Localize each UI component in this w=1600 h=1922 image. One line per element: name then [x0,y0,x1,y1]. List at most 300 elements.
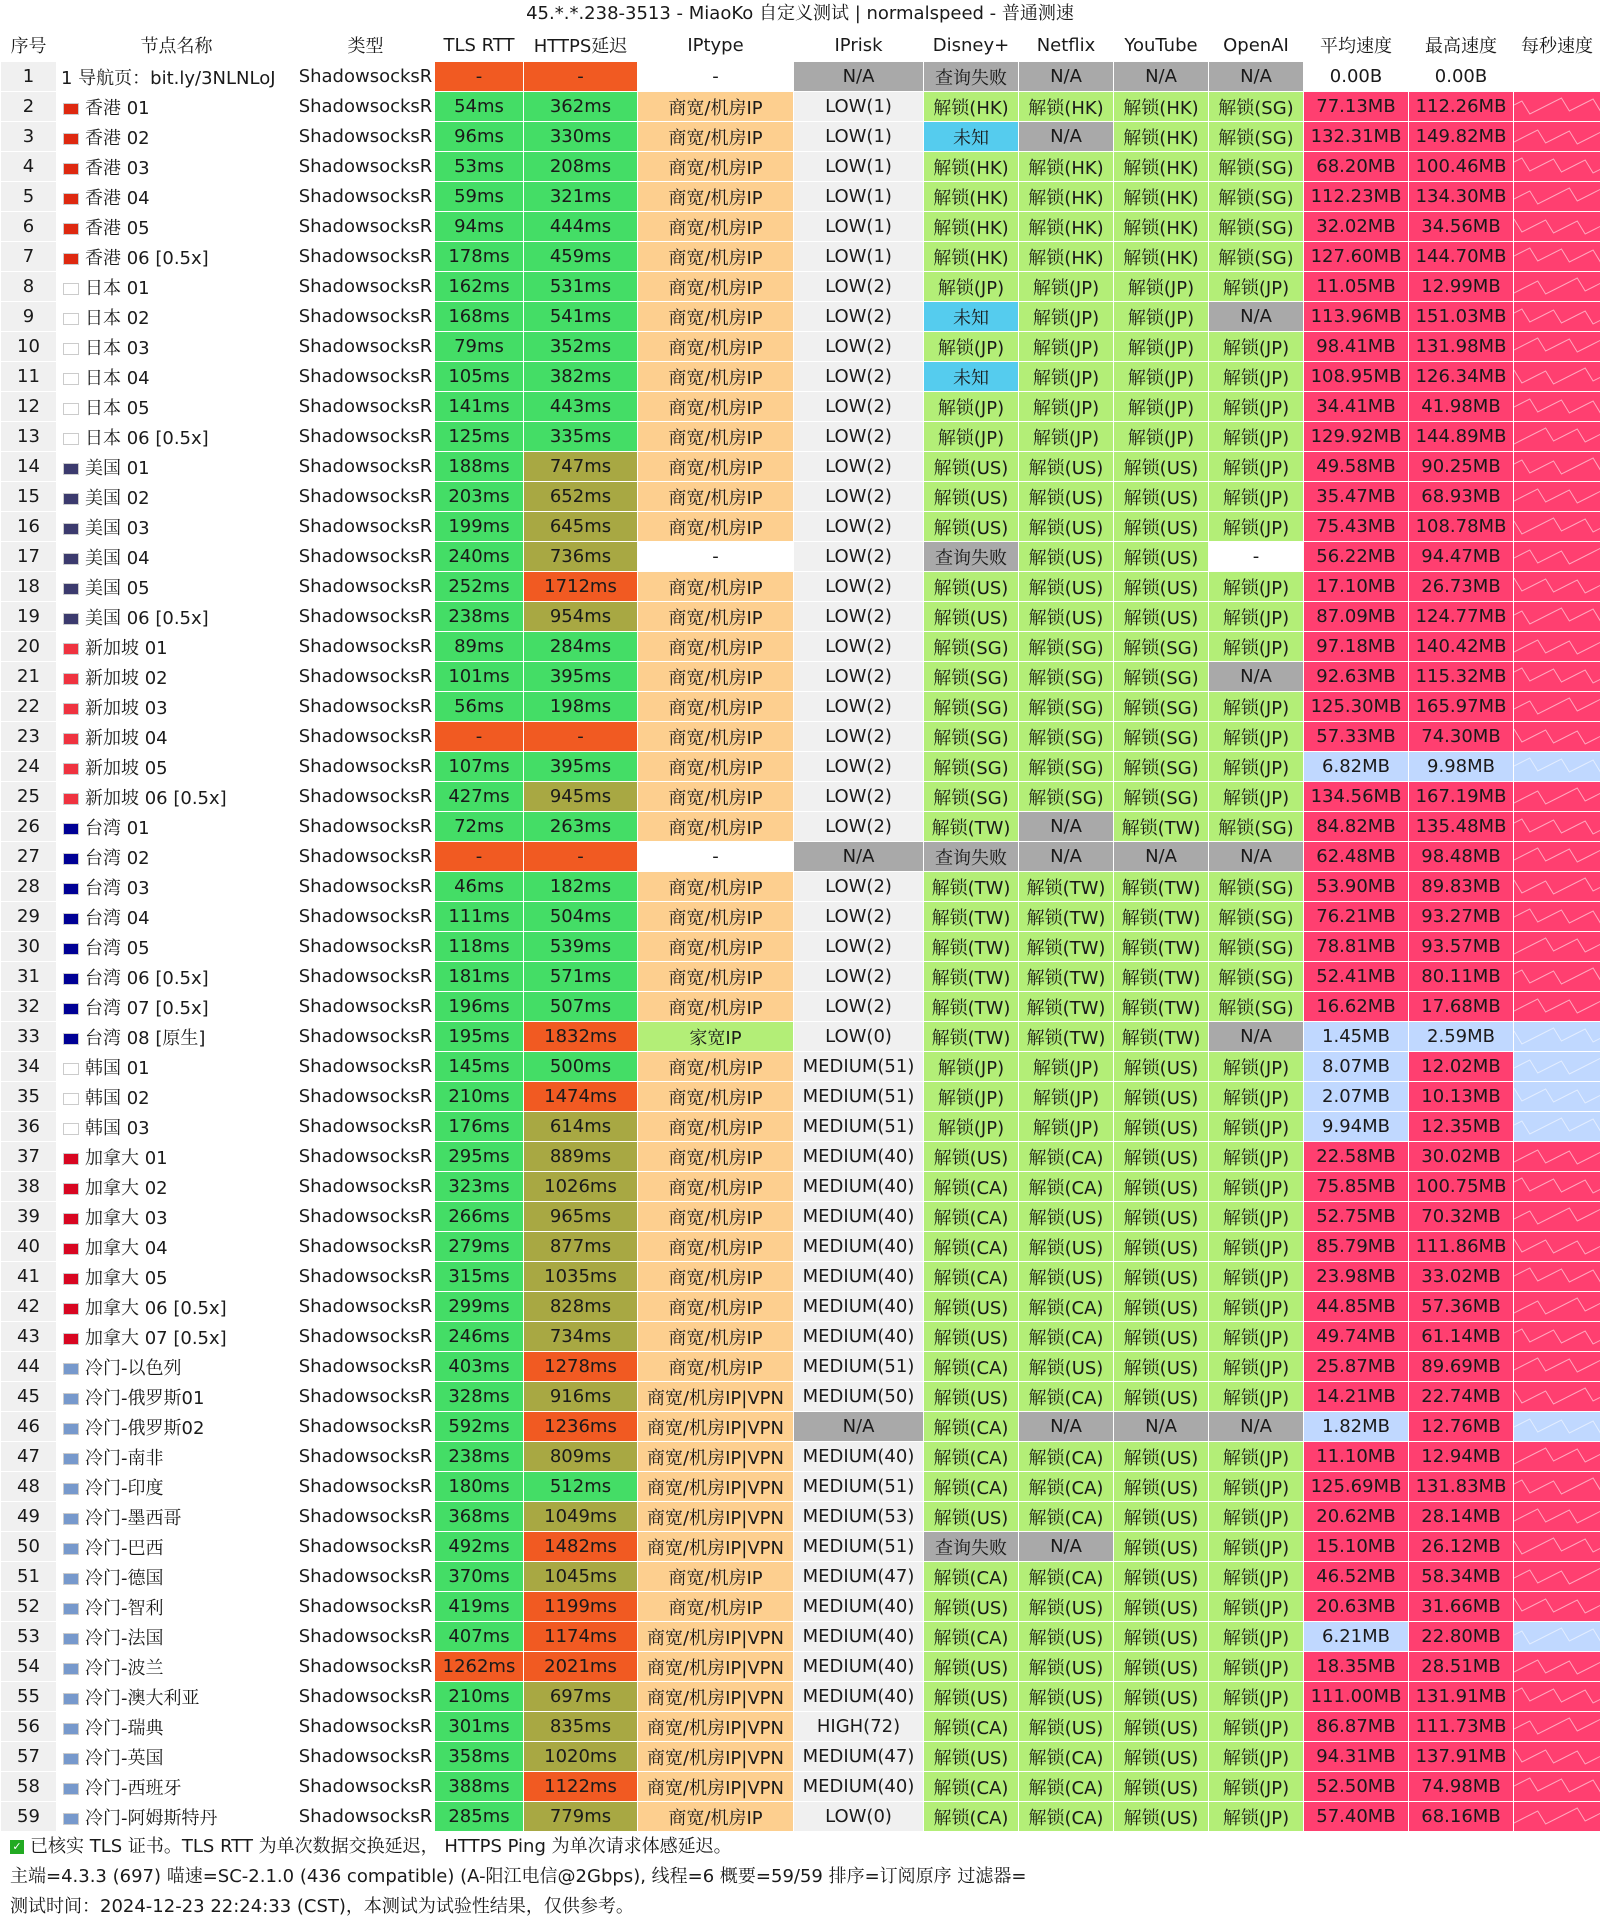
max-speed: 12.99MB [1409,272,1514,302]
node-type: ShadowsocksR [297,302,435,332]
node-name: 加拿大 05 [57,1262,297,1292]
table-row[interactable] [1,332,1600,362]
column-header[interactable]: 节点名称 [57,29,297,62]
speed-sparkline [1514,1682,1600,1711]
table-row[interactable] [1,602,1600,632]
column-header[interactable]: YouTube [1114,29,1209,62]
avg-speed: 112.23MB [1304,182,1409,212]
column-header[interactable]: IPtype [638,29,794,62]
https-latency: - [524,722,638,752]
node-name: 冷门-俄罗斯01 [57,1382,297,1412]
node-name: 日本 04 [57,362,297,392]
flag-icon [63,403,79,415]
ip-type: 商宽/机房IP [638,692,794,722]
disney-status: 解锁(TW) [924,1022,1019,1052]
node-type: ShadowsocksR [297,182,435,212]
avg-speed: 111.00MB [1304,1682,1409,1712]
tls-rtt: 328ms [435,1382,524,1412]
node-type: ShadowsocksR [297,812,435,842]
flag-icon [63,1693,79,1705]
avg-speed: 1.45MB [1304,1022,1409,1052]
flag-icon [63,553,79,565]
https-latency: 809ms [524,1442,638,1472]
netflix-status: 解锁(CA) [1019,1502,1114,1532]
netflix-status: 解锁(CA) [1019,1562,1114,1592]
avg-speed: 15.10MB [1304,1532,1409,1562]
table-row[interactable] [1,932,1600,962]
ip-type: 商宽/机房IP|VPN [638,1502,794,1532]
table-row[interactable] [1,1442,1600,1472]
tls-rtt: - [435,62,524,92]
youtube-status: 解锁(SG) [1114,692,1209,722]
row-index: 34 [1,1052,57,1082]
table-row[interactable] [1,482,1600,512]
ip-type: 商宽/机房IP [638,992,794,1022]
https-latency: 382ms [524,362,638,392]
table-row[interactable] [1,212,1600,242]
speed-sparkline [1514,782,1600,811]
flag-icon [63,1093,79,1105]
ip-type: 商宽/机房IP [638,1562,794,1592]
per-second-speed-graph [1514,992,1600,1022]
max-speed: 33.02MB [1409,1262,1514,1292]
openai-status: 解锁(JP) [1209,1262,1304,1292]
table-row[interactable] [1,1232,1600,1262]
flag-icon [63,1123,79,1135]
row-index: 45 [1,1382,57,1412]
avg-speed: 52.41MB [1304,962,1409,992]
disney-status: 解锁(SG) [924,722,1019,752]
flag-icon [63,1333,79,1345]
node-name: 美国 06 [0.5x] [57,602,297,632]
table-row[interactable] [1,92,1600,122]
table-row[interactable] [1,1742,1600,1772]
ip-type: 商宽/机房IP [638,722,794,752]
speed-sparkline [1514,1592,1600,1621]
netflix-status: N/A [1019,1532,1114,1562]
speed-sparkline [1514,182,1600,211]
speed-sparkline [1514,1532,1600,1561]
ip-type: 商宽/机房IP [638,1082,794,1112]
node-name: 冷门-智利 [57,1592,297,1622]
node-type: ShadowsocksR [297,122,435,152]
tls-rtt: 210ms [435,1082,524,1112]
table-row[interactable] [1,1652,1600,1682]
column-header[interactable]: HTTPS延迟 [524,29,638,62]
table-row[interactable] [1,122,1600,152]
column-header[interactable]: 每秒速度 [1514,29,1600,62]
table-row[interactable] [1,62,1600,92]
table-row[interactable] [1,1322,1600,1352]
netflix-status: 解锁(HK) [1019,152,1114,182]
node-name: 香港 02 [57,122,297,152]
disney-status: 查询失败 [924,1532,1019,1562]
table-row[interactable] [1,1412,1600,1442]
openai-status: 解锁(JP) [1209,362,1304,392]
per-second-speed-graph [1514,392,1600,422]
per-second-speed-graph [1514,1622,1600,1652]
ip-risk: LOW(1) [794,182,924,212]
openai-status: 解锁(SG) [1209,932,1304,962]
table-row[interactable] [1,572,1600,602]
tls-rtt: 168ms [435,302,524,332]
avg-speed: 53.90MB [1304,872,1409,902]
youtube-status: 解锁(US) [1114,1652,1209,1682]
youtube-status: 解锁(US) [1114,1622,1209,1652]
avg-speed: 23.98MB [1304,1262,1409,1292]
youtube-status: 解锁(US) [1114,482,1209,512]
node-type: ShadowsocksR [297,1682,435,1712]
node-name: 美国 05 [57,572,297,602]
ip-type: 商宽/机房IP [638,782,794,812]
speed-sparkline [1514,1232,1600,1261]
per-second-speed-graph [1514,602,1600,632]
column-header[interactable]: IPrisk [794,29,924,62]
table-row[interactable] [1,1052,1600,1082]
max-speed: 68.16MB [1409,1802,1514,1832]
avg-speed: 132.31MB [1304,122,1409,152]
table-row[interactable] [1,1082,1600,1112]
netflix-status: 解锁(CA) [1019,1142,1114,1172]
tls-rtt: 238ms [435,602,524,632]
max-speed: 0.00B [1409,62,1514,92]
disney-status: 解锁(US) [924,602,1019,632]
max-speed: 144.70MB [1409,242,1514,272]
table-row[interactable] [1,392,1600,422]
speed-sparkline [1514,1292,1600,1321]
max-speed: 112.26MB [1409,92,1514,122]
ip-risk: MEDIUM(40) [794,1772,924,1802]
flag-icon [63,943,79,955]
ip-risk: LOW(2) [794,542,924,572]
flag-icon [63,1813,79,1825]
openai-status: 解锁(SG) [1209,812,1304,842]
flag-icon [63,433,79,445]
https-latency: 1026ms [524,1172,638,1202]
https-latency: 362ms [524,92,638,122]
speed-sparkline [1514,272,1600,301]
table-row[interactable] [1,992,1600,1022]
table-row[interactable] [1,782,1600,812]
ip-type: 商宽/机房IP [638,662,794,692]
disney-status: 解锁(HK) [924,242,1019,272]
disney-status: 解锁(CA) [924,1202,1019,1232]
row-index: 30 [1,932,57,962]
youtube-status: 解锁(US) [1114,1292,1209,1322]
speed-sparkline [1514,482,1600,511]
max-speed: 98.48MB [1409,842,1514,872]
table-row[interactable] [1,452,1600,482]
column-header[interactable]: 类型 [297,29,435,62]
ip-risk: MEDIUM(40) [794,1592,924,1622]
ip-type: 商宽/机房IP [638,272,794,302]
table-row[interactable] [1,1562,1600,1592]
column-header[interactable]: 最高速度 [1409,29,1514,62]
flag-icon [63,343,79,355]
flag-icon [63,1243,79,1255]
https-latency: 500ms [524,1052,638,1082]
max-speed: 70.32MB [1409,1202,1514,1232]
node-name: 加拿大 03 [57,1202,297,1232]
node-type: ShadowsocksR [297,1112,435,1142]
https-latency: 747ms [524,452,638,482]
row-index: 53 [1,1622,57,1652]
tls-rtt: 196ms [435,992,524,1022]
openai-status: 解锁(JP) [1209,482,1304,512]
table-row[interactable] [1,1682,1600,1712]
table-row[interactable] [1,1532,1600,1562]
ip-risk: MEDIUM(40) [794,1442,924,1472]
youtube-status: 解锁(US) [1114,1772,1209,1802]
node-type: ShadowsocksR [297,782,435,812]
avg-speed: 129.92MB [1304,422,1409,452]
https-latency: 697ms [524,1682,638,1712]
tls-rtt: 79ms [435,332,524,362]
node-name: 加拿大 04 [57,1232,297,1262]
disney-status: 解锁(CA) [924,1712,1019,1742]
disney-status: 解锁(CA) [924,1172,1019,1202]
tls-rtt: 145ms [435,1052,524,1082]
table-row[interactable] [1,302,1600,332]
ip-risk: MEDIUM(53) [794,1502,924,1532]
table-row[interactable] [1,1172,1600,1202]
openai-status: 解锁(JP) [1209,1112,1304,1142]
ip-risk: MEDIUM(40) [794,1142,924,1172]
ip-risk: MEDIUM(40) [794,1652,924,1682]
speed-sparkline [1514,902,1600,931]
https-latency: 1049ms [524,1502,638,1532]
per-second-speed-graph [1514,1202,1600,1232]
flag-icon [63,913,79,925]
table-row[interactable] [1,1262,1600,1292]
table-row[interactable] [1,722,1600,752]
youtube-status: 解锁(US) [1114,1382,1209,1412]
column-header[interactable]: OpenAI [1209,29,1304,62]
ip-risk: LOW(1) [794,152,924,182]
column-header[interactable]: Disney+ [924,29,1019,62]
disney-status: 解锁(TW) [924,812,1019,842]
avg-speed: 52.50MB [1304,1772,1409,1802]
table-row[interactable] [1,1292,1600,1322]
disney-status: 解锁(CA) [924,1232,1019,1262]
row-index: 15 [1,482,57,512]
disney-status: 解锁(HK) [924,212,1019,242]
column-header[interactable]: Netflix [1019,29,1114,62]
table-row[interactable] [1,752,1600,782]
table-row[interactable] [1,812,1600,842]
tls-rtt: 1262ms [435,1652,524,1682]
table-row[interactable] [1,242,1600,272]
netflix-status: 解锁(HK) [1019,242,1114,272]
openai-status: 解锁(JP) [1209,782,1304,812]
node-type: ShadowsocksR [297,1652,435,1682]
youtube-status: 解锁(JP) [1114,302,1209,332]
table-row[interactable] [1,1712,1600,1742]
table-row[interactable] [1,272,1600,302]
https-latency: 954ms [524,602,638,632]
flag-icon [63,223,79,235]
tls-rtt: 252ms [435,572,524,602]
table-row[interactable] [1,962,1600,992]
disney-status: 查询失败 [924,62,1019,92]
table-row[interactable] [1,632,1600,662]
table-row[interactable] [1,362,1600,392]
youtube-status: 解锁(US) [1114,1592,1209,1622]
ip-risk: LOW(2) [794,662,924,692]
row-index: 38 [1,1172,57,1202]
netflix-status: 解锁(SG) [1019,722,1114,752]
speed-sparkline [1514,1442,1600,1471]
table-row[interactable] [1,872,1600,902]
table-row[interactable] [1,1592,1600,1622]
table-row[interactable] [1,1022,1600,1052]
max-speed: 41.98MB [1409,392,1514,422]
table-row[interactable] [1,1382,1600,1412]
node-type: ShadowsocksR [297,1442,435,1472]
openai-status: 解锁(JP) [1209,1472,1304,1502]
max-speed: 137.91MB [1409,1742,1514,1772]
speed-sparkline [1514,422,1600,451]
ip-risk: LOW(2) [794,302,924,332]
table-row[interactable] [1,1772,1600,1802]
https-latency: 889ms [524,1142,638,1172]
max-speed: 93.27MB [1409,902,1514,932]
tls-rtt: 53ms [435,152,524,182]
table-row[interactable] [1,1802,1600,1832]
https-latency: 395ms [524,662,638,692]
avg-speed: 20.63MB [1304,1592,1409,1622]
ip-risk: LOW(1) [794,122,924,152]
row-index: 52 [1,1592,57,1622]
openai-status: N/A [1209,62,1304,92]
node-name: 冷门-澳大利亚 [57,1682,297,1712]
table-row[interactable] [1,842,1600,872]
per-second-speed-graph [1514,362,1600,392]
disney-status: 解锁(CA) [924,1562,1019,1592]
table-row[interactable] [1,182,1600,212]
ip-type: 商宽/机房IP [638,482,794,512]
column-header[interactable]: TLS RTT [435,29,524,62]
https-latency: 444ms [524,212,638,242]
check-icon: ✓ [10,1840,24,1854]
tls-rtt: 368ms [435,1502,524,1532]
ip-type: 商宽/机房IP|VPN [638,1712,794,1742]
table-row[interactable] [1,1502,1600,1532]
openai-status: 解锁(JP) [1209,1742,1304,1772]
table-row[interactable] [1,902,1600,932]
youtube-status: 解锁(US) [1114,1712,1209,1742]
https-latency: 1482ms [524,1532,638,1562]
youtube-status: 解锁(US) [1114,512,1209,542]
netflix-status: 解锁(CA) [1019,1472,1114,1502]
node-type: ShadowsocksR [297,902,435,932]
ip-risk: N/A [794,62,924,92]
ip-type: 商宽/机房IP [638,902,794,932]
tls-rtt: 240ms [435,542,524,572]
table-row[interactable] [1,542,1600,572]
table-row[interactable] [1,692,1600,722]
youtube-status: 解锁(US) [1114,1112,1209,1142]
disney-status: 解锁(JP) [924,1082,1019,1112]
column-header[interactable]: 序号 [1,29,57,62]
per-second-speed-graph [1514,122,1600,152]
openai-status: 解锁(JP) [1209,1142,1304,1172]
ip-risk: MEDIUM(40) [794,1262,924,1292]
youtube-status: 解锁(US) [1114,602,1209,632]
ip-type: 商宽/机房IP [638,632,794,662]
avg-speed: 84.82MB [1304,812,1409,842]
table-row[interactable] [1,1622,1600,1652]
ip-risk: MEDIUM(51) [794,1082,924,1112]
node-type: ShadowsocksR [297,482,435,512]
disney-status: 未知 [924,302,1019,332]
ip-risk: MEDIUM(40) [794,1202,924,1232]
youtube-status: 解锁(TW) [1114,872,1209,902]
table-row[interactable] [1,1112,1600,1142]
flag-icon [63,1483,79,1495]
table-row[interactable] [1,152,1600,182]
flag-icon [63,763,79,775]
max-speed: 135.48MB [1409,812,1514,842]
speed-sparkline [1514,1052,1600,1081]
flag-icon [63,373,79,385]
flag-icon [63,463,79,475]
ip-risk: MEDIUM(50) [794,1382,924,1412]
table-row[interactable] [1,1142,1600,1172]
speed-sparkline [1514,1652,1600,1681]
openai-status: 解锁(SG) [1209,122,1304,152]
table-row[interactable] [1,1472,1600,1502]
flag-icon [63,1063,79,1075]
ip-type: 商宽/机房IP [638,962,794,992]
max-speed: 57.36MB [1409,1292,1514,1322]
column-header[interactable]: 平均速度 [1304,29,1409,62]
youtube-status: 解锁(SG) [1114,662,1209,692]
table-row[interactable] [1,1352,1600,1382]
ip-type: 商宽/机房IP [638,512,794,542]
disney-status: 解锁(US) [924,1382,1019,1412]
table-row[interactable] [1,1202,1600,1232]
max-speed: 22.74MB [1409,1382,1514,1412]
row-index: 54 [1,1652,57,1682]
table-row[interactable] [1,512,1600,542]
avg-speed: 6.82MB [1304,752,1409,782]
youtube-status: 解锁(TW) [1114,1022,1209,1052]
ip-risk: MEDIUM(40) [794,1622,924,1652]
ip-type: 商宽/机房IP [638,422,794,452]
node-name: 香港 04 [57,182,297,212]
netflix-status: 解锁(US) [1019,1712,1114,1742]
speed-sparkline [1514,392,1600,421]
node-type: ShadowsocksR [297,872,435,902]
ip-type: 商宽/机房IP [638,1352,794,1382]
per-second-speed-graph [1514,1652,1600,1682]
table-row[interactable] [1,422,1600,452]
row-index: 29 [1,902,57,932]
table-row[interactable] [1,662,1600,692]
disney-status: 解锁(US) [924,1292,1019,1322]
ip-risk: LOW(2) [794,272,924,302]
row-index: 49 [1,1502,57,1532]
https-latency: 1174ms [524,1622,638,1652]
node-type: ShadowsocksR [297,1232,435,1262]
tls-rtt: 176ms [435,1112,524,1142]
max-speed: 74.30MB [1409,722,1514,752]
openai-status: 解锁(JP) [1209,1532,1304,1562]
https-latency: 531ms [524,272,638,302]
speed-sparkline [1514,1772,1600,1801]
youtube-status: 解锁(US) [1114,1262,1209,1292]
